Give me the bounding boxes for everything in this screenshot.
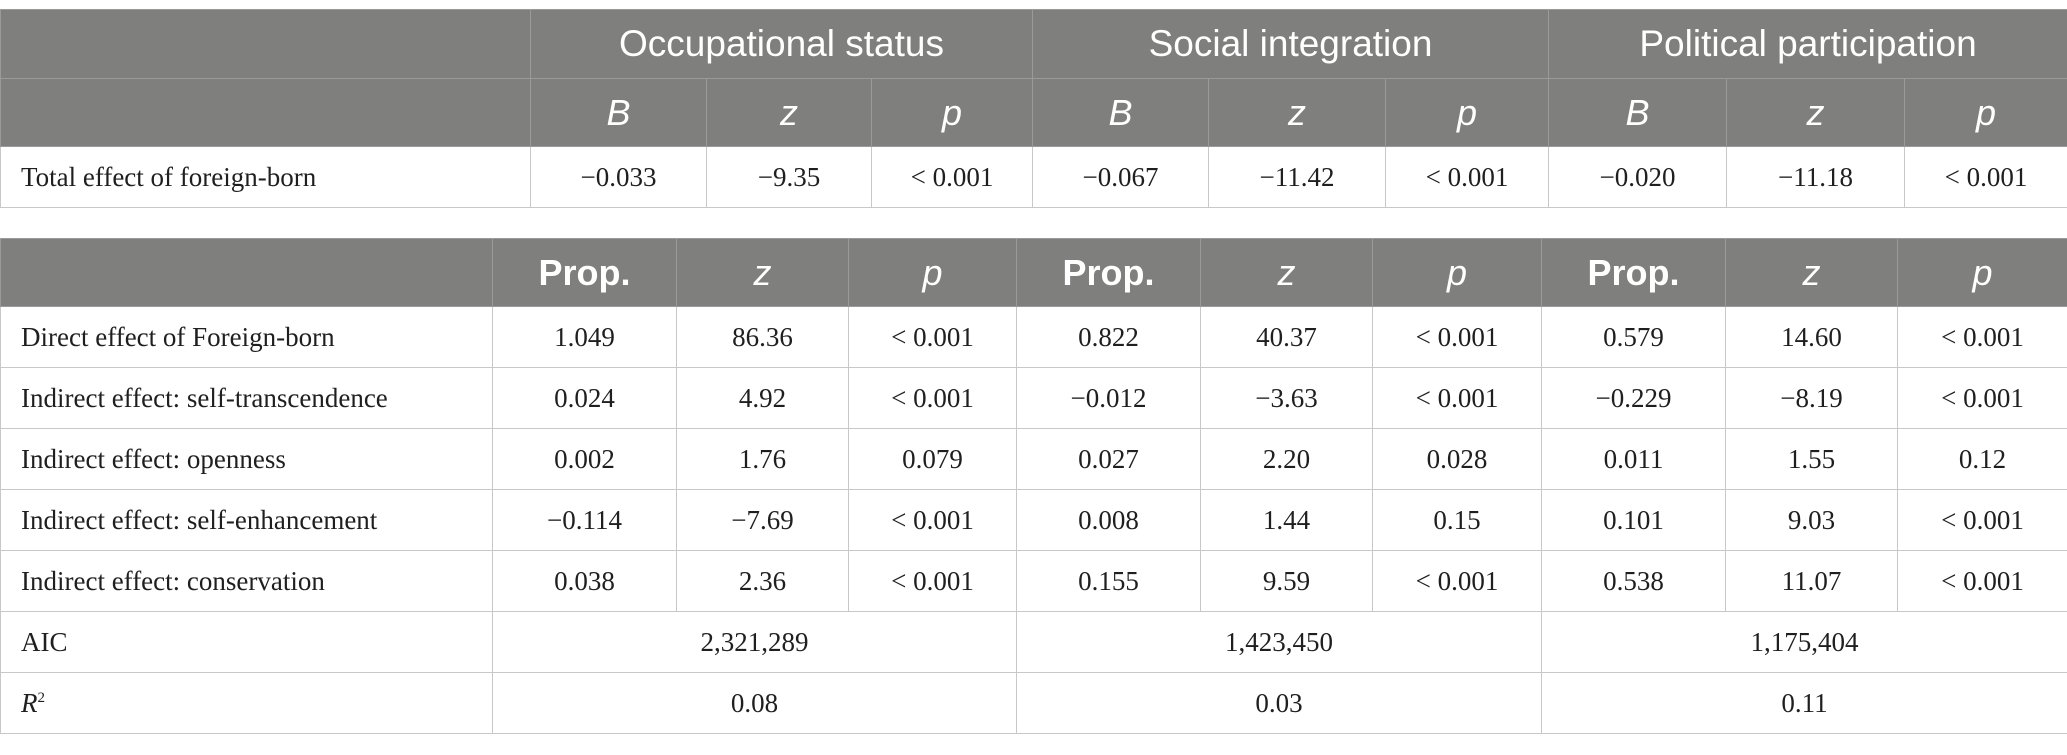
row-label: Total effect of foreign-born xyxy=(1,147,531,208)
table-cell: 0.538 xyxy=(1542,551,1726,612)
table-cell: 0.155 xyxy=(1017,551,1201,612)
row-label: Indirect effect: self-transcendence xyxy=(1,368,493,429)
row-label: Indirect effect: openness xyxy=(1,429,493,490)
row-label: Indirect effect: self-enhancement xyxy=(1,490,493,551)
table-cell: 0.028 xyxy=(1373,429,1542,490)
table-cell: −0.114 xyxy=(493,490,677,551)
col-header: B xyxy=(531,79,707,147)
group-header-row xyxy=(1,10,2067,79)
row-label: Indirect effect: conservation xyxy=(1,551,493,612)
row-label: Direct effect of Foreign-born xyxy=(1,307,493,368)
table-row xyxy=(1,490,2067,551)
table-cell: −7.69 xyxy=(677,490,849,551)
col-header: z xyxy=(707,79,872,147)
r2-value: 0.11 xyxy=(1542,673,2067,734)
table-cell: −11.18 xyxy=(1727,147,1905,208)
table-cell: < 0.001 xyxy=(849,368,1017,429)
col-header: z xyxy=(1726,239,1898,307)
col-header: p xyxy=(1386,79,1549,147)
table-cell: 2.36 xyxy=(677,551,849,612)
table-cell: −0.033 xyxy=(531,147,707,208)
col-header: p xyxy=(849,239,1017,307)
col-header: z xyxy=(1209,79,1386,147)
corner-cell xyxy=(1,10,531,79)
row-label: AIC xyxy=(1,612,493,673)
col-header: p xyxy=(1898,239,2067,307)
mediation-effects-table xyxy=(0,238,2067,734)
table-cell: 0.038 xyxy=(493,551,677,612)
r2-value: 0.03 xyxy=(1017,673,1542,734)
subheader-row xyxy=(1,79,2067,147)
table-cell: −11.42 xyxy=(1209,147,1386,208)
col-header: p xyxy=(1905,79,2067,147)
corner-cell xyxy=(1,239,493,307)
table-cell: 1.55 xyxy=(1726,429,1898,490)
r2-label: R xyxy=(21,687,38,718)
table-cell: 1.049 xyxy=(493,307,677,368)
table-cell: 0.011 xyxy=(1542,429,1726,490)
table-cell: 0.579 xyxy=(1542,307,1726,368)
table-cell: 9.59 xyxy=(1201,551,1373,612)
col-header: Prop. xyxy=(493,239,677,307)
col-header: z xyxy=(1201,239,1373,307)
col-header: p xyxy=(872,79,1033,147)
table-cell: 0.008 xyxy=(1017,490,1201,551)
table-cell: < 0.001 xyxy=(872,147,1033,208)
table-cell: 4.92 xyxy=(677,368,849,429)
table-row xyxy=(1,368,2067,429)
table-cell: −8.19 xyxy=(1726,368,1898,429)
table-cell: −0.020 xyxy=(1549,147,1727,208)
table-cell: < 0.001 xyxy=(849,551,1017,612)
group-header-political: Political participation xyxy=(1549,10,2067,79)
col-header: z xyxy=(1727,79,1905,147)
table-cell: < 0.001 xyxy=(1386,147,1549,208)
table-cell: < 0.001 xyxy=(1373,307,1542,368)
table-cell: −9.35 xyxy=(707,147,872,208)
table-cell: −0.012 xyxy=(1017,368,1201,429)
row-label xyxy=(1,673,493,734)
col-header: B xyxy=(1033,79,1209,147)
col-header: z xyxy=(677,239,849,307)
aic-value: 1,423,450 xyxy=(1017,612,1542,673)
table-cell: 1.44 xyxy=(1201,490,1373,551)
table-cell: < 0.001 xyxy=(1898,490,2067,551)
table-row xyxy=(1,147,2067,208)
r2-superscript: 2 xyxy=(37,689,45,706)
table-cell: −0.229 xyxy=(1542,368,1726,429)
table-cell: 14.60 xyxy=(1726,307,1898,368)
table-cell: 86.36 xyxy=(677,307,849,368)
table-cell: < 0.001 xyxy=(849,307,1017,368)
table-cell: 0.002 xyxy=(493,429,677,490)
table-cell: 11.07 xyxy=(1726,551,1898,612)
table-row xyxy=(1,551,2067,612)
aic-value: 2,321,289 xyxy=(493,612,1017,673)
r2-row xyxy=(1,673,2067,734)
corner-cell xyxy=(1,79,531,147)
table-cell: 0.15 xyxy=(1373,490,1542,551)
total-effect-table xyxy=(0,9,2067,208)
table-cell: 9.03 xyxy=(1726,490,1898,551)
table-cell: 2.20 xyxy=(1201,429,1373,490)
table-cell: < 0.001 xyxy=(1905,147,2067,208)
table-cell: 0.027 xyxy=(1017,429,1201,490)
col-header: Prop. xyxy=(1017,239,1201,307)
table-cell: < 0.001 xyxy=(1373,368,1542,429)
r2-value: 0.08 xyxy=(493,673,1017,734)
col-header: B xyxy=(1549,79,1727,147)
group-header-occupational: Occupational status xyxy=(531,10,1033,79)
table-cell: 0.101 xyxy=(1542,490,1726,551)
table-cell: −3.63 xyxy=(1201,368,1373,429)
group-header-social: Social integration xyxy=(1033,10,1549,79)
table-cell: 40.37 xyxy=(1201,307,1373,368)
table-cell: 0.12 xyxy=(1898,429,2067,490)
table-cell: 0.822 xyxy=(1017,307,1201,368)
table-cell: < 0.001 xyxy=(849,490,1017,551)
table-cell: < 0.001 xyxy=(1898,551,2067,612)
aic-row xyxy=(1,612,2067,673)
table-cell: < 0.001 xyxy=(1898,368,2067,429)
table-cell: < 0.001 xyxy=(1898,307,2067,368)
table-cell: 0.024 xyxy=(493,368,677,429)
col-header: Prop. xyxy=(1542,239,1726,307)
table-row xyxy=(1,307,2067,368)
table-row xyxy=(1,429,2067,490)
table-cell: < 0.001 xyxy=(1373,551,1542,612)
aic-value: 1,175,404 xyxy=(1542,612,2067,673)
table-cell: −0.067 xyxy=(1033,147,1209,208)
col-header: p xyxy=(1373,239,1542,307)
table-cell: 0.079 xyxy=(849,429,1017,490)
subheader-row xyxy=(1,239,2067,307)
table-cell: 1.76 xyxy=(677,429,849,490)
